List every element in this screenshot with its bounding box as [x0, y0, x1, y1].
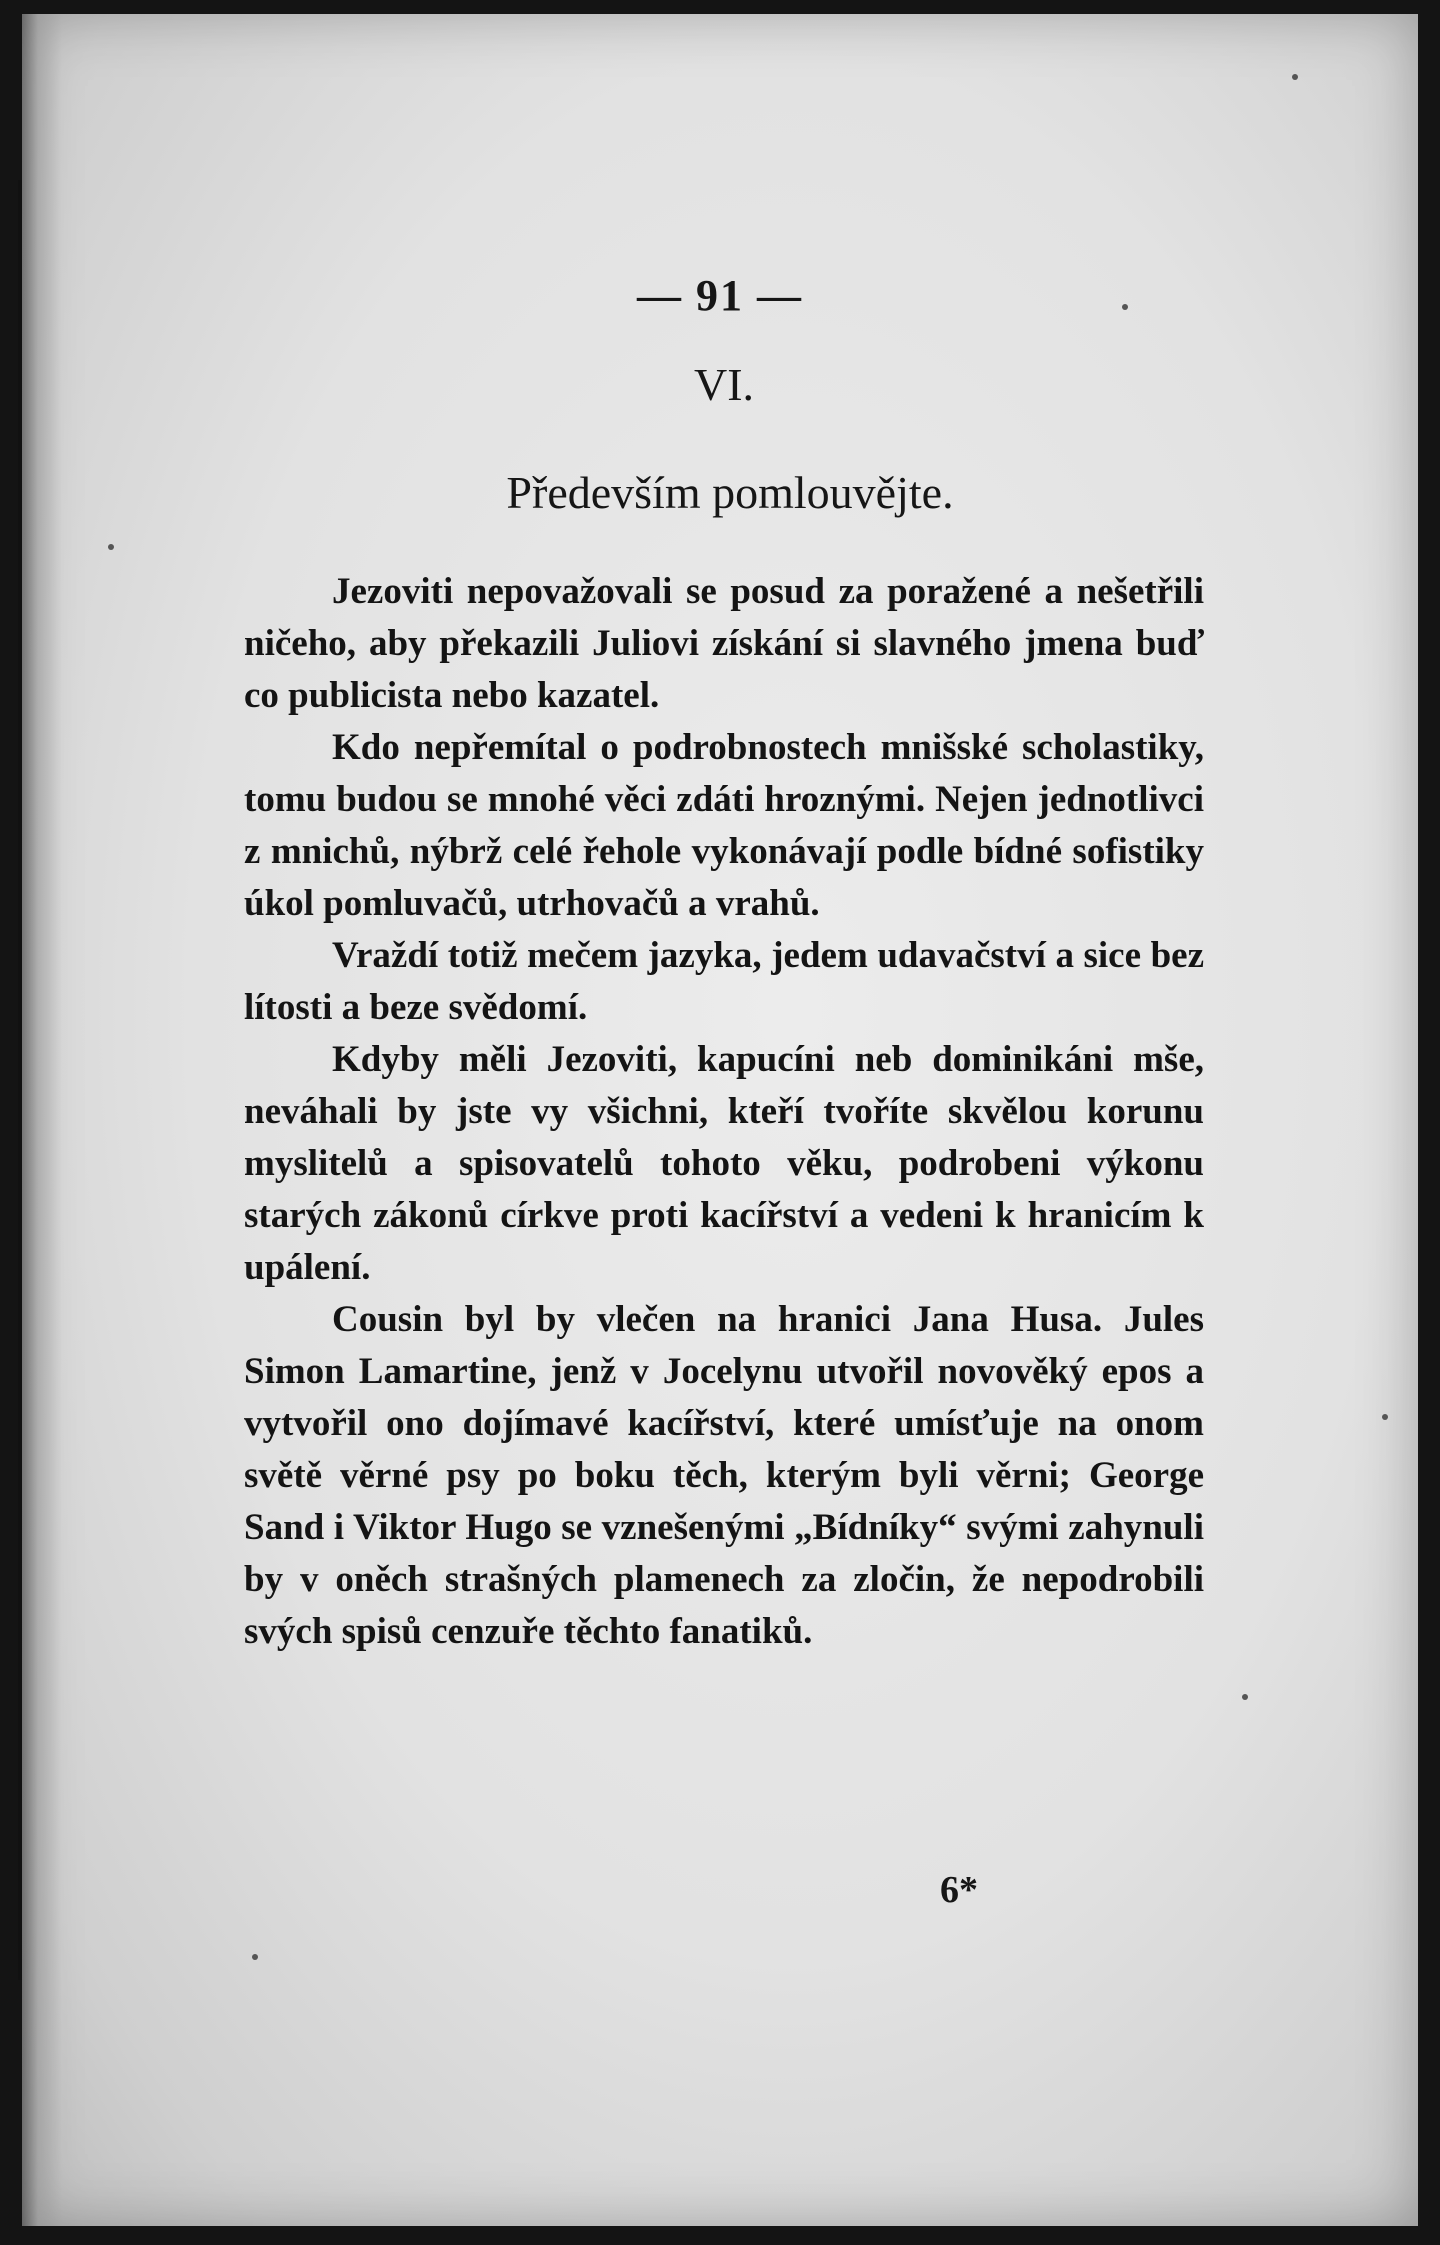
chapter-number: VI. [693, 359, 755, 410]
paragraph: Vraždí totiž mečem jazyka, jedem udavačství a sice bez lítosti a beze svědomí. [244, 935, 1204, 1028]
ink-speck [1382, 1414, 1388, 1420]
ink-speck [1242, 1694, 1248, 1700]
paragraph: Kdo nepřemítal o podrobnostech mnišské scholastiky, tomu budou se mnohé věci zdáti hroznými. Nejen jednotlivci z mnichů, nýbrž celé řehole vykonávají podle bídné sofistiky úkol pomluvačů, utrhovačů a vrahů. [244, 727, 1204, 924]
chapter-title: Především pomlouvějte. [506, 467, 954, 518]
ink-speck [108, 544, 114, 550]
paragraph: Jezoviti nepovažovali se posud za poražené a nešetřili ničeho, aby překazili Juliovi získání si slavného jmena buď co publicista nebo kazatel. [244, 571, 1204, 716]
ink-speck [252, 1954, 258, 1960]
paragraph: Cousin byl by vlečen na hranici Jana Husa. Jules Simon Lamartine, jenž v Jocelynu utvořil novověký epos a vytvořil ono dojímavé kacířství, které umísťuje na onom světě věrné psy po boku těch, kterým byli věrni; George Sand i Viktor Hugo se vznešenými „Bídníky“ svými zahynuli by v oněch strašných plamenech za zločin, že nepodrobili svých spisů cenzuře těchto fanatiků. [244, 1299, 1204, 1652]
ink-speck [1292, 74, 1298, 80]
paragraph: Kdyby měli Jezoviti, kapucíni neb dominikáni mše, neváhali by jste vy všichni, kteří tvoříte skvělou korunu myslitelů a spisovatelů tohoto věku, podrobeni výkonu starých zákonů církve proti kacířství a vedeni k hranicím k upálení. [244, 1039, 1204, 1288]
page-number: — 91 — [637, 271, 803, 320]
signature-mark: 6* [940, 1869, 978, 1911]
body-text [244, 566, 1204, 1658]
